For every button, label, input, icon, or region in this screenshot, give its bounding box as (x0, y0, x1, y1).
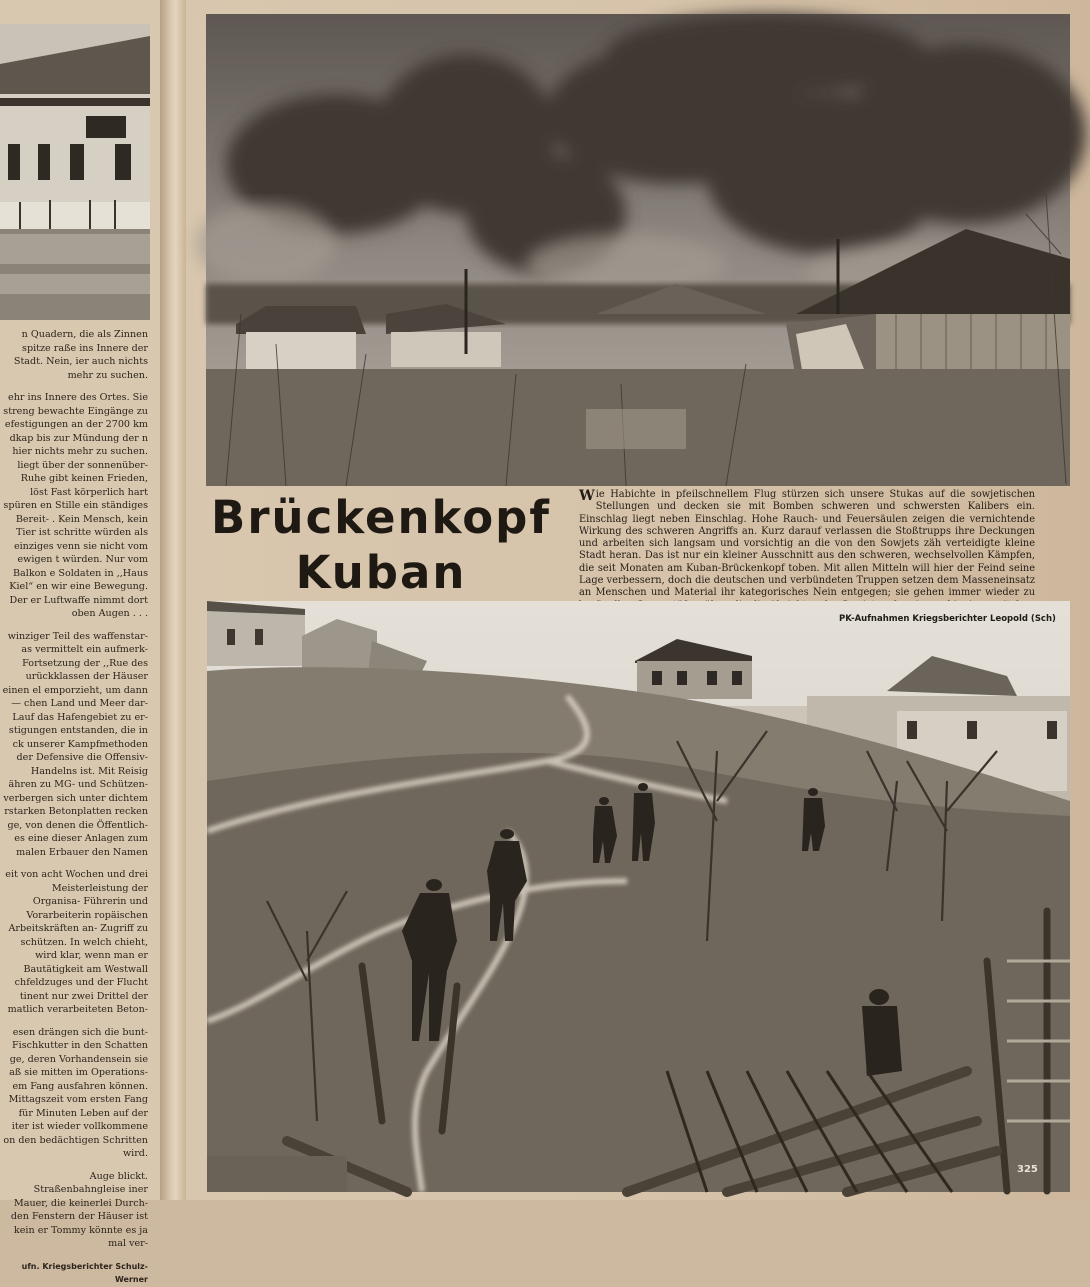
page-number: 325 (1017, 1164, 1038, 1175)
soldiers-advancing-photo (207, 601, 1070, 1192)
photo-credit: PK-Aufnahmen Kriegsberichter Leopold (Sch) (839, 614, 1056, 624)
page-fold (160, 0, 186, 1200)
left-paragraph: ehr ins Innere des Ortes. Sie streng bewachte Eingänge zu efestigungen an der 2700 km dkap bis zur Mündung der n hier nichts mehr zu suchen. liegt über der sonnenüber- Ruhe gibt keinen Frieden, löst Fast körperlich hart spüren en Stille ein ständiges Bereit- . Kein Mensch, kein Tier ist schritte würden als einziges venn sie nicht vom ewigen t würden. Nur vom Balkon e Soldaten in ,,Haus Kiel“ en wir eine Bewegung. Der er Luftwaffe nimmt dort oben Augen . . . (3, 392, 148, 619)
left-paragraph: esen drängen sich die bunt- Fischkutter in den Schatten ge, deren Vorhandensein sie aß sie mitten im Operations- em Fang ausfahren können. Mittagszeit vom ersten Fang für Minuten Leben auf der iter ist wieder vollkommene on den bedächtigen Schritten wird. (3, 1026, 148, 1159)
headline-line-1: Brückenkopf (211, 491, 551, 544)
headline (190, 490, 572, 600)
left-paragraph: winziger Teil des waffenstar- as vermittelt ein aufmerk- Fortsetzung der ,,Rue des urückklassen der Häuser einen el emporzieht, um dann — chen Land und Meer dar- Lauf das Hafengebiet zu er- stigungen entstanden, die in ck unserer Kampfmethoden der Defensive die Offensiv- Handelns ist. Mit Reisig ähren zu MG- und Schützen- verbergen sich unter dichtem rstarken Betonplatten recken ge, von denen die Öffentlich- es eine dieser Anlagen zum malen Erbauer den Namen (2, 630, 148, 858)
article-body: ie Habichte in pfeilschnellem Flug stürzen sich unsere Stukas auf die sowjetischen Stellungen und decken sie mit Bomben schweren und schwersten Kalibers ein. Einschlag liegt neben Einschlag. Hohe Rauch- und Feuersäulen zeigen die vernichtende Wirkung des schweren Angriffs an. Kurz darauf verlassen die Stoßtrupps ihre Deckungen und arbeiten sich langsam und vorsichtig an die von den Sowjets zäh verteidigte kleine Stadt heran. Das ist nur ein kleiner Ausschnitt aus den schweren, wechselvollen Kämpfen, die seit Monaten am Kuban-Brückenkopf toben. Mit allen Mitteln will hier der Feind seine Lage verbessern, doch die deutschen und verbündeten Truppen setzen dem Masseneinsatz an Menschen und Material ihr kategorisches Nein entgegen; sie gehen immer wieder zu (579, 489, 1035, 599)
left-column-text (2, 328, 148, 1287)
article-text (579, 489, 1035, 612)
article-dropcap: W (579, 488, 595, 504)
left-page-fragment (0, 0, 160, 1284)
left-building-photo (0, 24, 150, 320)
left-photo-credit: ufn. Kriegsberichter Schulz-Werner (21, 1261, 148, 1284)
left-paragraph: eit von acht Wochen und drei Meisterleistung der Organisa- Führerin und Vorarbeiterin ropäischen Arbeitskräften an- Zugriff zu schützen. In welch chieht, wird klar, wenn man er Bautätigkeit am Westwall chfeldzuges und der Flucht tinent nur zwei Drittel der matlich verarbeiteten Beton- (5, 869, 148, 1015)
left-paragraph: n Quadern, die als Zinnen spitze raße ins Innere der Stadt. Nein, ier auch nichts mehr zu suchen. (13, 329, 148, 381)
headline-line-2: Kuban (295, 546, 467, 599)
smoke-over-town-photo (206, 14, 1070, 486)
left-paragraph: Auge blickt. Straßenbahngleise iner Mauer, die keinerlei Durch- den Fenstern der Häuser ist kein er Tommy könnte es ja mal ver- (10, 1170, 148, 1249)
